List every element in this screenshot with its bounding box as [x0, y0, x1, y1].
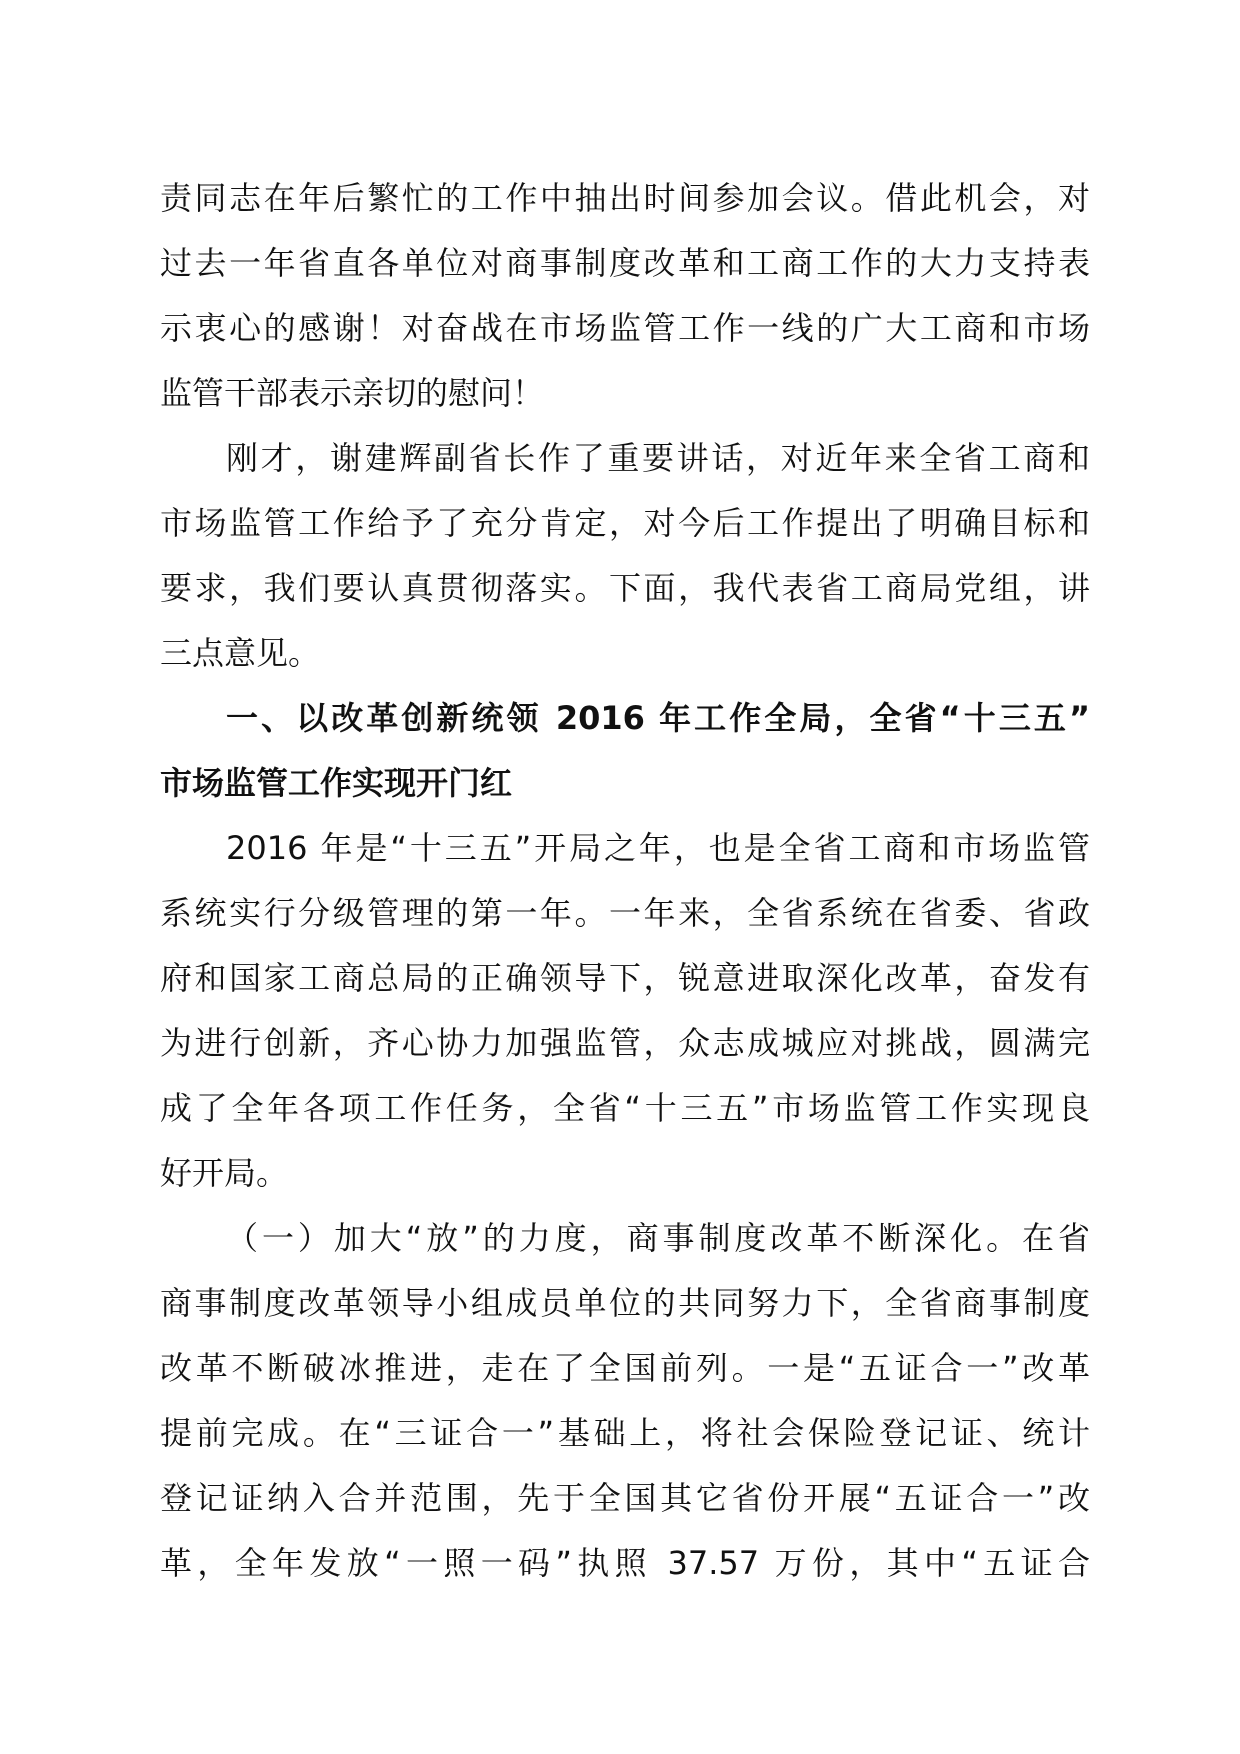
text-line: 示衷心的感谢！对奋战在市场监管工作一线的广大工商和市场 — [160, 309, 1090, 347]
text-line: 系统实行分级管理的第一年。一年来，全省系统在省委、省政 — [160, 894, 1090, 932]
text-line: 过去一年省直各单位对商事制度改革和工商工作的大力支持表 — [160, 244, 1090, 282]
text-line: （一）加大“放”的力度，商事制度改革不断深化。在省 — [226, 1219, 1090, 1257]
text-line: 三点意见。 — [160, 634, 321, 672]
text-line: 2016 年是“十三五”开局之年，也是全省工商和市场监管 — [226, 829, 1090, 867]
text-line: 成了全年各项工作任务，全省“十三五”市场监管工作实现良 — [160, 1089, 1090, 1127]
text-line: 登记证纳入合并范围，先于全国其它省份开展“五证合一”改 — [160, 1479, 1090, 1517]
speech-reference-paragraph — [160, 426, 1090, 686]
text-line: 商事制度改革领导小组成员单位的共同努力下，全省商事制度 — [160, 1284, 1090, 1322]
text-line: 监管干部表示亲切的慰问！ — [160, 374, 545, 412]
subsection-one-paragraph — [160, 1206, 1090, 1596]
text-line: 革，全年发放“一照一码”执照 37.57 万份，其中“五证合 — [160, 1544, 1090, 1582]
text-line: 一、以改革创新统领 2016 年工作全局，全省“十三五” — [226, 699, 1090, 737]
text-line: 为进行创新，齐心协力加强监管，众志成城应对挑战，圆满完 — [160, 1024, 1090, 1062]
intro-thanks-paragraph — [160, 166, 1090, 426]
text-line: 好开局。 — [160, 1154, 289, 1192]
text-line: 提前完成。在“三证合一”基础上，将社会保险登记证、统计 — [160, 1414, 1090, 1452]
text-line: 刚才，谢建辉副省长作了重要讲话，对近年来全省工商和 — [226, 439, 1090, 477]
section-one-heading — [160, 686, 1090, 816]
text-line: 府和国家工商总局的正确领导下，锐意进取深化改革，奋发有 — [160, 959, 1090, 997]
text-line: 责同志在年后繁忙的工作中抽出时间参加会议。借此机会，对 — [160, 179, 1090, 217]
year-review-paragraph — [160, 816, 1090, 1206]
document-body — [160, 166, 1090, 1596]
text-line: 改革不断破冰推进，走在了全国前列。一是“五证合一”改革 — [160, 1349, 1090, 1387]
text-line: 市场监管工作实现开门红 — [160, 764, 513, 802]
text-line: 要求，我们要认真贯彻落实。下面，我代表省工商局党组，讲 — [160, 569, 1090, 607]
text-line: 市场监管工作给予了充分肯定，对今后工作提出了明确目标和 — [160, 504, 1090, 542]
